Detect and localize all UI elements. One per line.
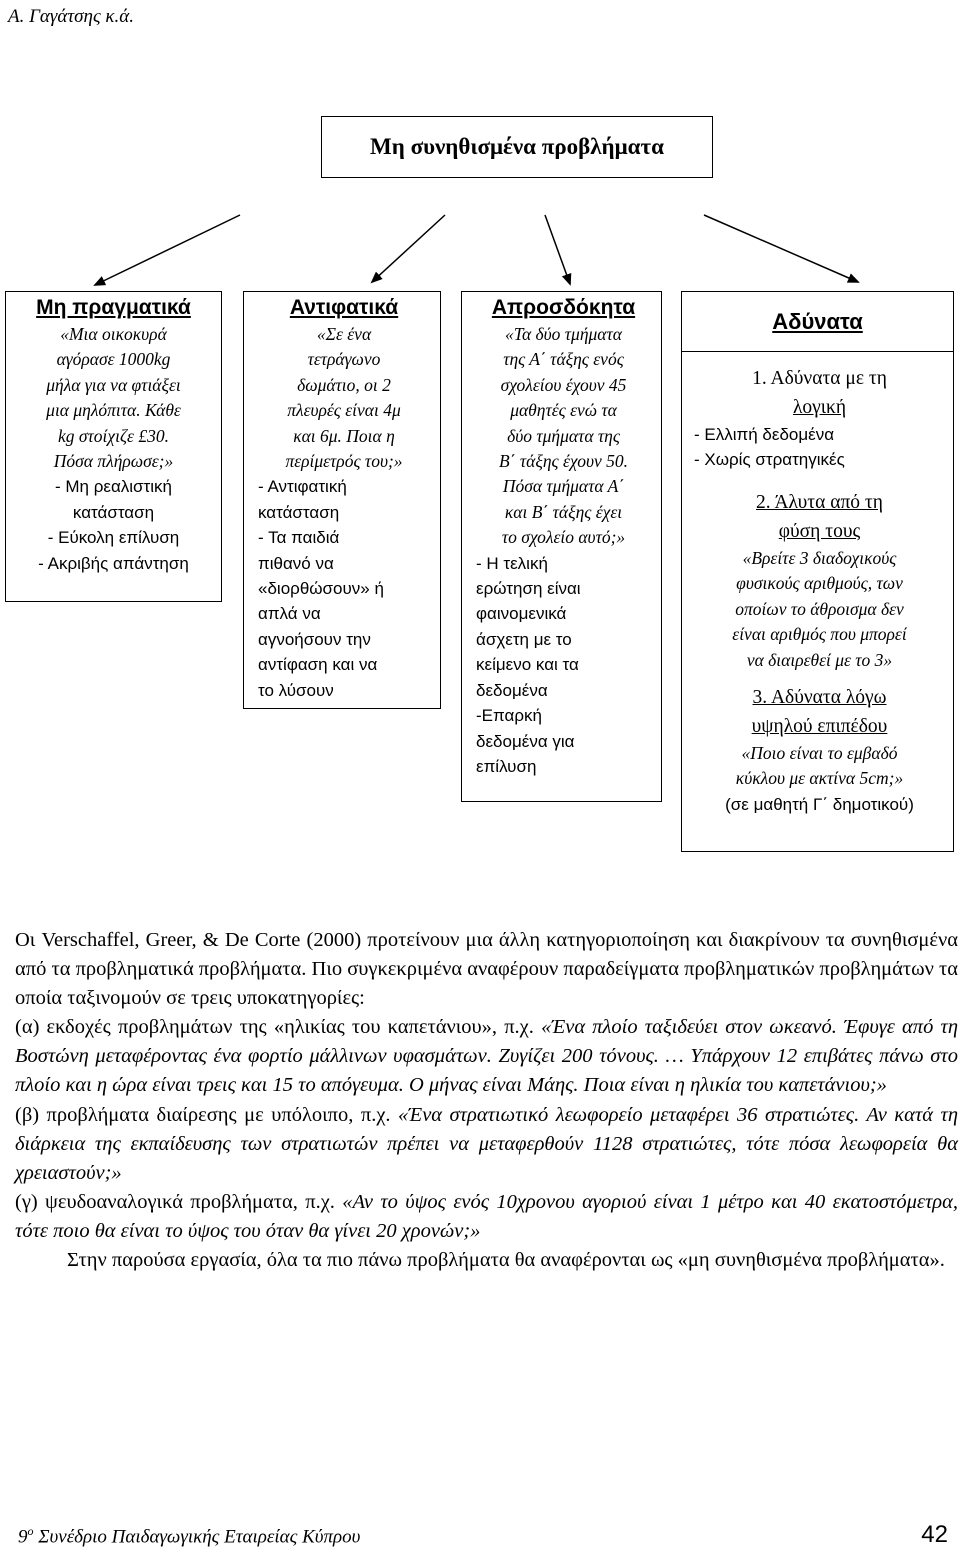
example-line: kg στοίχιζε £30. (58, 425, 169, 446)
item-b-example: «Ένα στρατιωτικό λεωφορείο μεταφέρει 36 στρατιώτες. Αν κατά τη διάρκεια της εκπαίδευσης των στρατιωτών πρέπει να μεταφερθούν 1128 στρατιώτες, τότε πόσα λεωφορεία θα χρειαστούν;» (15, 1103, 958, 1184)
example-line: Πόσα τμήματα Α΄ (502, 476, 625, 497)
paragraph-intro: Οι Verschaffel, Greer, & De Corte (2000) προτείνουν μια άλλη κατηγοριοποίηση και διακρίνουν τα συνηθισμένα από τα προβληματικά προβλήματα. Πιο συγκεκριμένα αναφέρουν παραδείγματα προβληματικών προβλημάτων τα οποία ταξινομούν σε τρεις υποκατηγορίες: (15, 929, 958, 1010)
box-unrealistic (5, 291, 222, 602)
feature-line: φαινομενικά (476, 604, 567, 624)
item-a-example: «Ένα πλοίο ταξιδεύει στον ωκεανό. Έφυγε από τη Βοστώνη μεταφέροντας ένα φορτίο μάλλινων υφασμάτων. Ζυγίζει 200 τόνους. … Υπάρχουν 12 επιβάτες πάνω στο πλοίο και η ώρα είναι τρεις και 15 το απόγευμα. Ο μήνας είναι Μάης. Ποια είναι η ηλικία του καπετάνιου;» (15, 1016, 958, 1097)
example-line: φυσικούς αριθμούς, των (736, 573, 903, 594)
example-line: το σχολείο αυτό;» (501, 527, 626, 548)
example-line: Β΄ τάξης έχουν 50. (498, 451, 629, 472)
feature-line: - Εύκολη επίλυση (47, 528, 180, 548)
page-number: 42 (921, 1521, 948, 1548)
feature-line: επίλυση (476, 756, 537, 776)
feature-line: - Η τελική (476, 553, 548, 573)
box-contradictory (243, 291, 441, 709)
footer-conference (18, 1524, 360, 1548)
example-line: της Α΄ τάξης ενός (503, 349, 624, 370)
subcategory-level-line1: 3. Αδύνατα λόγω (752, 687, 887, 709)
feature-line: απλά να (258, 604, 321, 624)
item-c-label: (γ) ψευδοαναλογικά προβλήματα, π.χ. (15, 1190, 343, 1213)
example-line: δύο τμήματα της (507, 425, 620, 446)
item-a-label: (α) εκδοχές προβλημάτων της «ηλικίας του καπετάνιου», π.χ. (15, 1016, 542, 1039)
example-line: Πόσα πλήρωσε;» (53, 451, 174, 472)
feature-line: πιθανό να (258, 553, 334, 573)
subcategory-unsolvable-line1: 2. Άλυτα από τη (756, 492, 883, 513)
example-line: μήλα για να φτιάξει (46, 374, 181, 395)
example-line: μαθητές ενώ τα (510, 400, 617, 421)
feature-line: αντίφαση και να (258, 655, 378, 675)
feature-line: κατάσταση (72, 502, 155, 522)
example-line: και Β΄ τάξης έχει (504, 501, 623, 522)
feature-line: - Τα παιδιά (258, 528, 340, 548)
grade-note: (σε μαθητή Γ΄ δημοτικού) (725, 794, 914, 814)
example-line: «Σε ένα (316, 324, 372, 344)
feature-line: - Ελλιπή δεδομένα (694, 425, 835, 444)
subcategory-level-line2: υψηλού επιπέδου (751, 716, 888, 738)
item-c-example: «Αν το ύψος ενός 10χρονου αγοριού είναι 1 μέτρο και 40 εκατοστόμετρα, τότε ποιο θα είναι το ύψος του όταν θα γίνει 20 χρονών;» (15, 1190, 959, 1242)
subcategory-unsolvable-line2: φύση τους (778, 521, 861, 542)
arrow-to-unexpected (545, 215, 570, 284)
feature-line: δεδομένα για (476, 731, 575, 751)
arrow-to-impossible (704, 215, 858, 282)
feature-line: κατάσταση (258, 502, 340, 522)
example-line: σχολείου έχουν 45 (500, 374, 627, 395)
feature-line: - Χωρίς στρατηγικές (694, 450, 845, 469)
example-line: αγόρασε 1000kg (56, 349, 171, 370)
feature-line: δεδομένα (476, 680, 548, 700)
box-unexpected (461, 291, 662, 802)
body-text (15, 926, 958, 1275)
feature-line: - Μη ρεαλιστική (54, 477, 173, 497)
example-line: να διαιρεθεί με το 3» (746, 649, 893, 670)
example-line: «Βρείτε 3 διαδοχικούς (742, 548, 897, 568)
example-line: «Μια οικοκυρά (60, 324, 167, 344)
example-line: είναι αριθμός που μπορεί (732, 624, 907, 645)
arrow-to-unrealistic (95, 215, 240, 285)
heading-impossible: Αδύνατα (772, 308, 863, 334)
diagram-title-box (321, 116, 713, 178)
example-line: περίμετρός του;» (285, 451, 403, 472)
paragraph-a (15, 1013, 958, 1100)
paragraph-b (15, 1101, 958, 1188)
subcategory-logic-line2: λογική (792, 397, 847, 418)
example-line: δωμάτιο, οι 2 (297, 374, 391, 395)
arrow-to-contradictory (372, 215, 445, 282)
feature-line: -Επαρκή (476, 706, 542, 726)
example-line: και 6μ. Ποια η (293, 425, 395, 446)
running-header: Α. Γαγάτσης κ.ά. (8, 6, 134, 27)
feature-line: «διορθώσουν» ή (258, 579, 384, 599)
example-line: πλευρές είναι 4μ (287, 400, 401, 421)
example-line: κύκλου με ακτίνα 5cm;» (735, 768, 904, 789)
heading-contradictory: Αντιφατικά (289, 296, 399, 319)
item-b-label: (β) προβλήματα διαίρεσης με υπόλοιπο, π.χ. (15, 1103, 399, 1126)
impossible-body (682, 352, 953, 817)
conference-number: 9 (18, 1526, 28, 1548)
feature-line: άσχετη με το (476, 629, 572, 649)
subcategory-logic-title (694, 364, 945, 393)
feature-line: το λύσουν (258, 680, 334, 700)
example-line: τετράγωνο (307, 349, 381, 370)
example-line: μια μηλόπιτα. Κάθε (46, 400, 181, 421)
feature-line: - Ακριβής απάντηση (38, 553, 189, 573)
example-line: «Ποιο είναι το εμβαδό (741, 743, 898, 764)
heading-unrealistic: Μη πραγματικά (36, 296, 191, 319)
paragraph-closing: Στην παρούσα εργασία, όλα τα πιο πάνω προβλήματα θα αναφέρονται ως «μη συνηθισμένα προβλήματα». (67, 1249, 945, 1272)
impossible-heading-cell (682, 292, 953, 352)
conference-name: Συνέδριο Παιδαγωγικής Εταιρείας Κύπρου (38, 1526, 361, 1548)
box-impossible (681, 291, 954, 852)
feature-line: κείμενο και τα (476, 655, 579, 675)
feature-line: αγνοήσουν την (258, 629, 371, 649)
paragraph-c (15, 1188, 958, 1246)
heading-unexpected: Απροσδόκητα (491, 296, 636, 319)
conference-ordinal: ο (27, 1524, 34, 1538)
feature-line: - Αντιφατική (258, 477, 347, 497)
feature-line: ερώτηση είναι (476, 579, 581, 599)
diagram-title: Μη συνηθισμένα προβλήματα (370, 134, 664, 159)
subcategory-logic-line1: 1. Αδύνατα με τη (752, 368, 887, 389)
example-line: «Τα δύο τμήματα (505, 324, 622, 344)
example-line: οποίων το άθροισμα δεν (735, 598, 904, 619)
